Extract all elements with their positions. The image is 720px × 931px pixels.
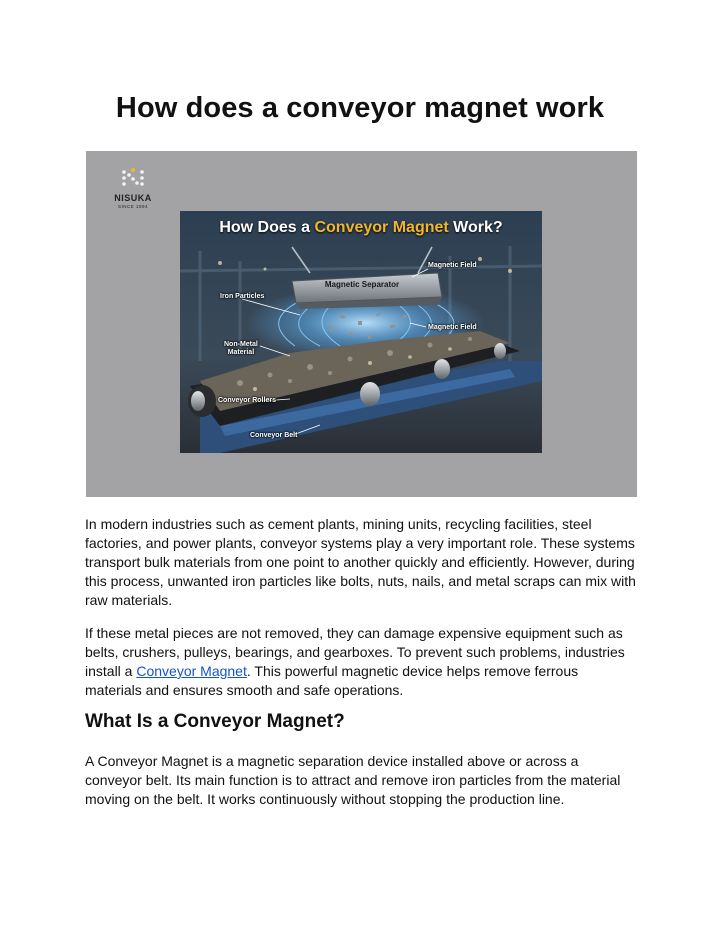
conveyor-magnet-illustration bbox=[86, 151, 637, 497]
label-non-metal-line1: Non-Metal bbox=[224, 341, 258, 348]
label-magnetic-field-right: Magnetic Field bbox=[428, 324, 477, 331]
logo-since: SINCE 1994 bbox=[117, 204, 148, 209]
section-heading: What Is a Conveyor Magnet? bbox=[85, 711, 345, 732]
label-non-metal-line2: Material bbox=[227, 349, 255, 356]
infographic-title-highlight: Conveyor Magnet bbox=[314, 219, 449, 236]
nisuka-logo bbox=[108, 167, 158, 209]
second-paragraph bbox=[85, 624, 637, 700]
logo-icon bbox=[120, 167, 146, 191]
second-paragraph-end: . This powerful magnetic device helps remove ferrous materials and ensures smooth and safe operations. bbox=[85, 663, 579, 698]
infographic-title bbox=[180, 219, 542, 237]
page-title: How does a conveyor magnet work bbox=[115, 92, 605, 124]
logo-name: NISUKA bbox=[114, 193, 152, 203]
label-conveyor-belt: Conveyor Belt bbox=[250, 432, 298, 439]
label-magnetic-field-top: Magnetic Field bbox=[428, 262, 477, 269]
conveyor-magnet-link[interactable]: Conveyor Magnet bbox=[136, 663, 247, 679]
infographic-title-pre: How Does a bbox=[219, 219, 315, 236]
label-non-metal-material bbox=[224, 341, 258, 357]
factory-scene bbox=[180, 211, 542, 453]
second-paragraph-start: If these metal pieces are not removed, they can damage expensive equipment such as belts, crushers, pulleys, bearings, and gearboxes. To prevent such problems, industries install a bbox=[85, 625, 625, 679]
infographic-title-post: Work? bbox=[448, 219, 503, 236]
intro-paragraph: In modern industries such as cement plants, mining units, recycling facilities, steel factories, and power plants, conveyor systems play a very important role. These systems transport bulk materials from one point to another quickly and efficiently. However, during this process, unwanted iron particles like bolts, nuts, nails, and metal scraps can mix with raw materials. bbox=[85, 516, 636, 608]
separator-label: Magnetic Separator bbox=[324, 280, 400, 289]
infographic bbox=[180, 211, 542, 453]
section-paragraph: A Conveyor Magnet is a magnetic separation device installed above or across a conveyor belt. Its main function is to attract and remove iron particles from the material moving on the belt. It works continuously without stopping the production line. bbox=[85, 753, 621, 807]
label-conveyor-rollers: Conveyor Rollers bbox=[218, 397, 276, 404]
label-iron-particles: Iron Particles bbox=[220, 293, 265, 300]
